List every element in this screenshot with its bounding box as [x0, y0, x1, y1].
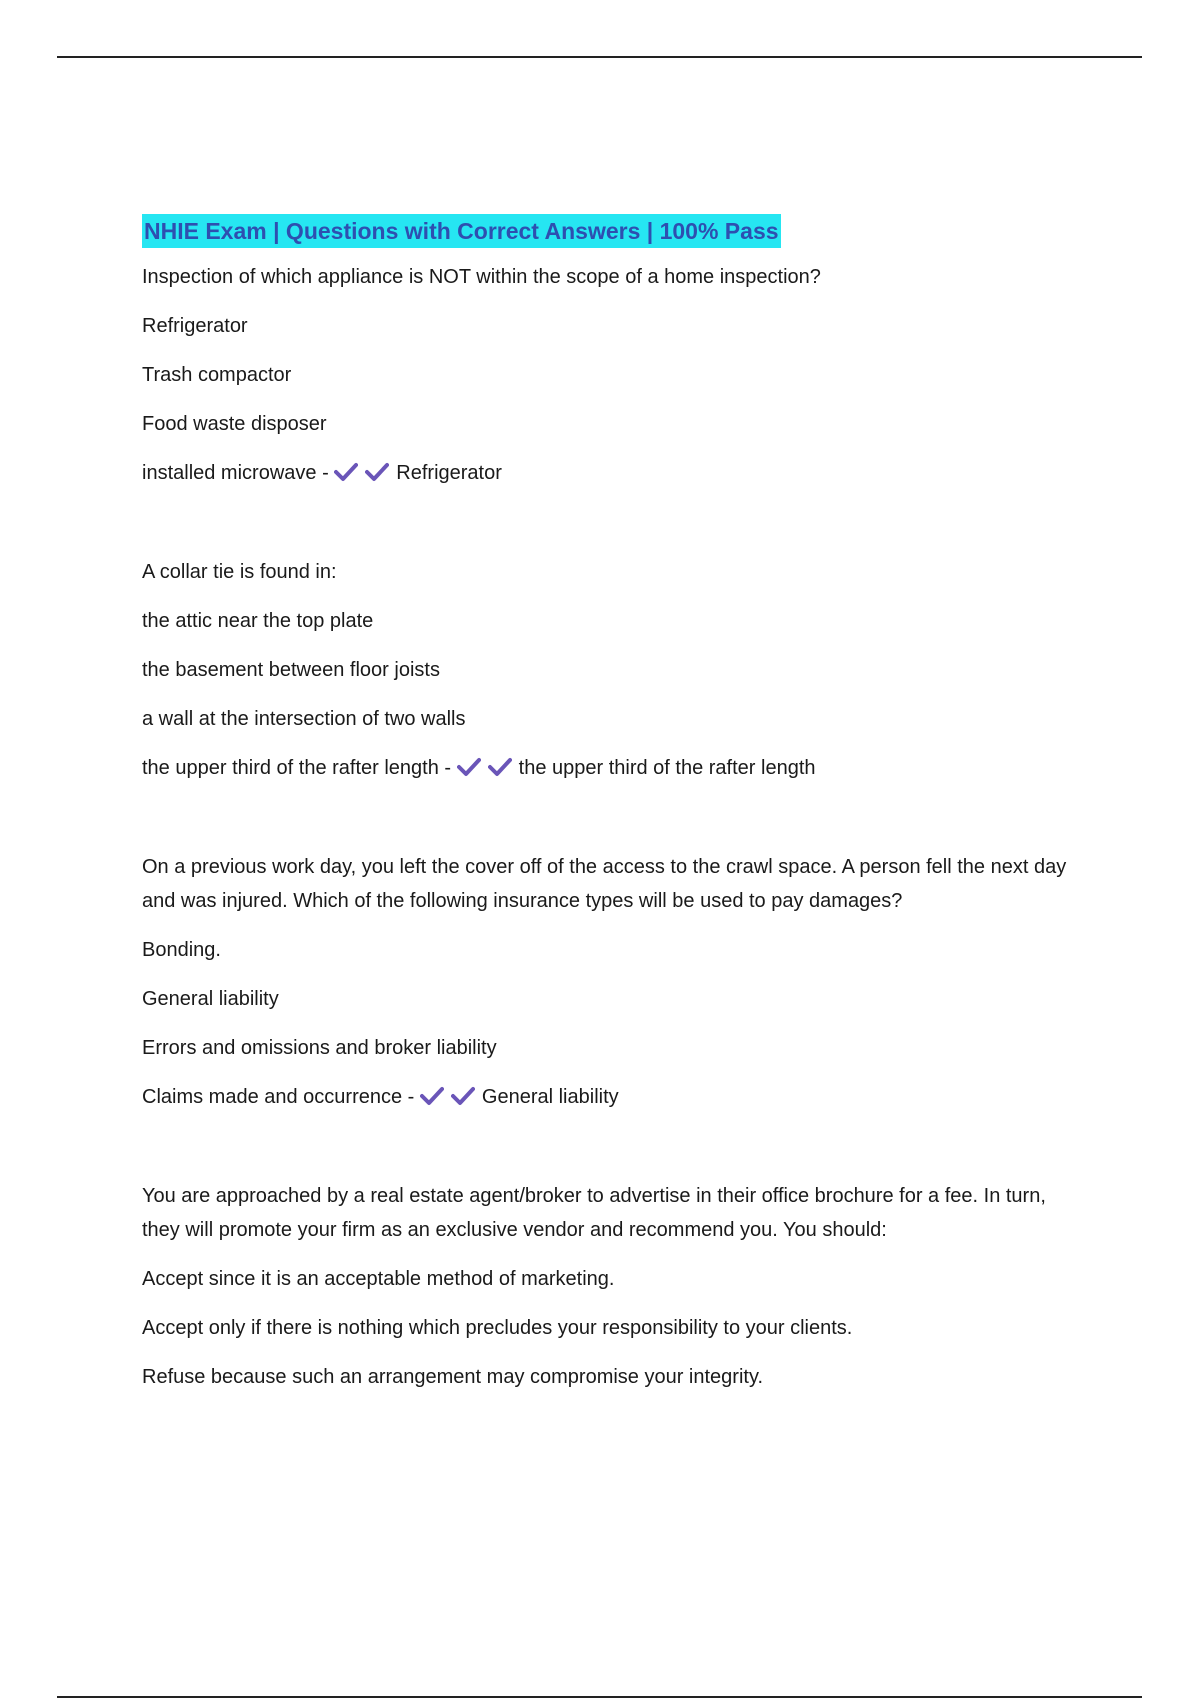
answer-line	[142, 1080, 1072, 1114]
document-body	[142, 214, 1072, 1409]
document-title: NHIE Exam | Questions with Correct Answers | 100% Pass	[142, 214, 781, 248]
top-rule	[57, 56, 1142, 58]
option: the attic near the top plate	[142, 610, 374, 632]
correct-answer: the upper third of the rafter length	[518, 757, 816, 779]
checkmark-icon	[451, 1086, 475, 1106]
option: installed microwave -	[142, 462, 329, 484]
question-block-1	[142, 260, 1072, 490]
option: the upper third of the rafter length -	[142, 757, 452, 779]
checkmark-icon	[420, 1086, 444, 1106]
option: Accept since it is an acceptable method of marketing.	[142, 1268, 615, 1290]
option: the basement between floor joists	[142, 659, 440, 681]
option: Accept only if there is nothing which precludes your responsibility to your clients.	[142, 1317, 853, 1339]
answer-line	[142, 456, 1072, 490]
question-block-3	[142, 850, 1072, 1114]
question-text: Inspection of which appliance is NOT within the scope of a home inspection?	[142, 266, 821, 288]
checkmark-icon	[457, 757, 481, 777]
checkmark-icon	[365, 462, 389, 482]
option: a wall at the intersection of two walls	[142, 708, 466, 730]
question-text: On a previous work day, you left the cover off of the access to the crawl space. A person fell the next day and was injured. Which of the following insurance types will be used to pay damages?	[142, 856, 1067, 912]
question-text: You are approached by a real estate agent/broker to advertise in their office brochure for a fee. In turn, they will promote your firm as an exclusive vendor and recommend you. You should:	[142, 1185, 1046, 1241]
option: Food waste disposer	[142, 413, 327, 435]
option: General liability	[142, 988, 279, 1010]
option: Trash compactor	[142, 364, 292, 386]
option: Claims made and occurrence -	[142, 1086, 415, 1108]
option: Bonding.	[142, 939, 221, 961]
question-block-4	[142, 1179, 1072, 1394]
answer-line	[142, 751, 1072, 785]
checkmark-icon	[334, 462, 358, 482]
option: Errors and omissions and broker liability	[142, 1037, 497, 1059]
question-block-2	[142, 555, 1072, 785]
option: Refuse because such an arrangement may compromise your integrity.	[142, 1366, 764, 1388]
correct-answer: General liability	[481, 1086, 619, 1108]
checkmark-icon	[488, 757, 512, 777]
correct-answer: Refrigerator	[396, 462, 502, 484]
option: Refrigerator	[142, 315, 248, 337]
bottom-rule	[57, 1696, 1142, 1698]
question-text: A collar tie is found in:	[142, 561, 337, 583]
